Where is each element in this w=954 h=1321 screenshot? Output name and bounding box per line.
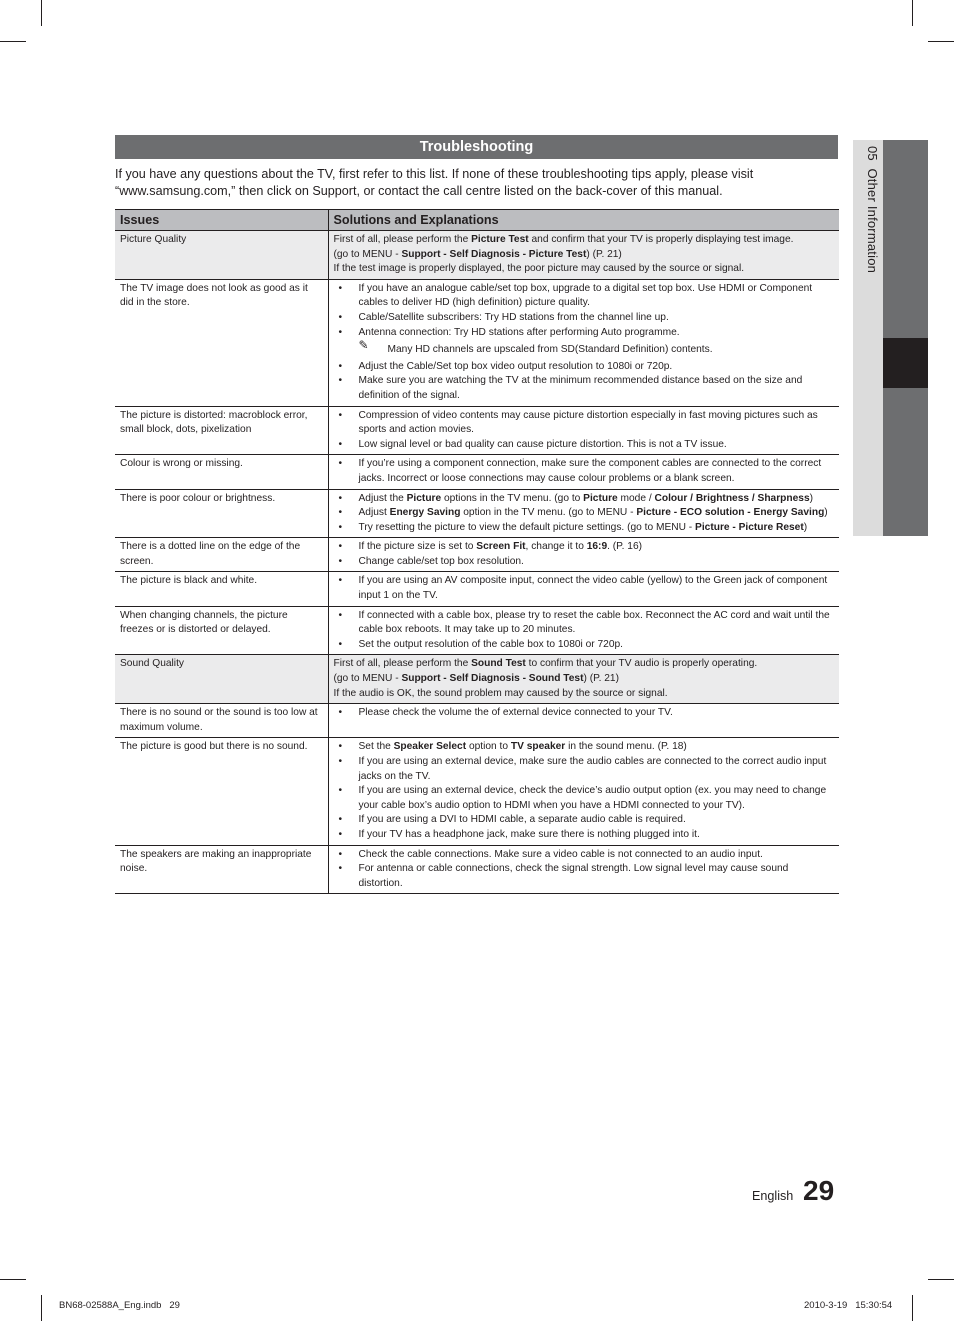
- list-item: • If connected with a cable box, please try to reset the cable box. Reconnect the AC cord and wait until the cable box reboots. It may take up to 20 minutes.: [334, 609, 836, 638]
- list-item: • If you are using a DVI to HDMI cable, a separate audio cable is required.: [334, 813, 836, 828]
- section-tab-marker: [883, 338, 928, 388]
- issue-cell: Sound Quality: [115, 655, 328, 704]
- table-row: [115, 845, 839, 894]
- table-row: [115, 572, 839, 606]
- list-item: • Adjust the Cable/Set top box video output resolution to 1080i or 720p.: [334, 360, 836, 375]
- solution-cell: [328, 538, 839, 572]
- solution-cell: [328, 455, 839, 489]
- solution-cell: First of all, please perform the Sound Test to confirm that your TV audio is properly operating. (go to MENU - Support - Self Diagnosis - Sound Test) (P. 21) If the audio is OK, the sound problem may caused by the source or signal.: [328, 655, 839, 704]
- issue-cell: There is a dotted line on the edge of the screen.: [115, 538, 328, 572]
- table-header-row: [115, 210, 839, 231]
- solution-cell: [328, 489, 839, 538]
- list-item: • Antenna connection: Try HD stations after performing Auto programme.: [334, 326, 836, 341]
- list-item: • Try resetting the picture to view the default picture settings. (go to MENU - Picture - Picture Reset): [334, 521, 836, 536]
- issue-cell: The picture is black and white.: [115, 572, 328, 606]
- list-item: • If you are using an external device, make sure the audio cables are connected to the correct audio input jacks on the TV.: [334, 755, 836, 784]
- issue-cell: Colour is wrong or missing.: [115, 455, 328, 489]
- table-row: [115, 538, 839, 572]
- crop-mark: [0, 1279, 26, 1280]
- crop-mark: [912, 1295, 913, 1321]
- list-item: • Cable/Satellite subscribers: Try HD stations from the channel line up.: [334, 311, 836, 326]
- list-item: • If the picture size is set to Screen Fit, change it to 16:9. (P. 16): [334, 540, 836, 555]
- issue-cell: There is no sound or the sound is too low at maximum volume.: [115, 704, 328, 738]
- crop-mark: [928, 41, 954, 42]
- solution-cell: [328, 606, 839, 655]
- list-item: • Please check the volume the of external device connected to your TV.: [334, 706, 836, 721]
- list-item: • Make sure you are watching the TV at the minimum recommended distance based on the size and definition of the signal.: [334, 374, 836, 403]
- page-number: 29: [803, 1175, 835, 1206]
- issue-cell: When changing channels, the picture freezes or is distorted or delayed.: [115, 606, 328, 655]
- solution-cell: [328, 738, 839, 845]
- crop-mark: [41, 1295, 42, 1321]
- solution-cell: [328, 845, 839, 894]
- print-file-info: BN68-02588A_Eng.indb 29: [59, 1300, 180, 1311]
- list-item: • Set the output resolution of the cable box to 1080i or 720p.: [334, 638, 836, 653]
- page-title: Troubleshooting: [115, 135, 838, 159]
- table-row: [115, 489, 839, 538]
- troubleshooting-table: [115, 209, 839, 894]
- issue-cell: The picture is distorted: macroblock error, small block, dots, pixelization: [115, 406, 328, 455]
- table-row: [115, 455, 839, 489]
- list-item: • If you are using an external device, check the device’s audio output option (ex. you may need to change your cable box’s audio option to HDMI when you have a HDMI connected to your TV).: [334, 784, 836, 813]
- table-row: [115, 606, 839, 655]
- issue-cell: Picture Quality: [115, 231, 328, 280]
- category-row-sound-quality: [115, 655, 839, 704]
- crop-mark: [912, 0, 913, 26]
- solution-cell: [328, 704, 839, 738]
- table-row: [115, 738, 839, 845]
- note-text: Many HD channels are upscaled from SD(Standard Definition) contents.: [387, 344, 713, 356]
- list-item: • For antenna or cable connections, check the signal strength. Low signal level may cause sound distortion.: [334, 862, 836, 891]
- column-header-solutions: Solutions and Explanations: [328, 210, 839, 231]
- crop-mark: [41, 0, 42, 26]
- table-row: [115, 704, 839, 738]
- issue-cell: The TV image does not look as good as it did in the store.: [115, 279, 328, 406]
- issue-cell: The picture is good but there is no sound.: [115, 738, 328, 845]
- print-timestamp: 2010-3-19 15:30:54: [804, 1300, 893, 1311]
- list-item: • Low signal level or bad quality can cause picture distortion. This is not a TV issue.: [334, 438, 836, 453]
- solution-cell: [328, 406, 839, 455]
- intro-paragraph: If you have any questions about the TV, first refer to this list. If none of these troubleshooting tips apply, please visit “www.samsung.com,” then click on Support, or contact the call centre listed on the back-cover of this manual.: [115, 167, 754, 198]
- table-row: [115, 279, 839, 406]
- list-item: • Set the Speaker Select option to TV speaker in the sound menu. (P. 18): [334, 740, 836, 755]
- list-item: • If you have an analogue cable/set top box, upgrade to a digital set top box. Use HDMI or Component cables to deliver HD (high definition) picture quality.: [334, 282, 836, 311]
- crop-mark: [928, 1279, 954, 1280]
- section-number: 05: [865, 146, 880, 161]
- list-item: • Adjust the Picture options in the TV menu. (go to Picture mode / Colour / Brightness / Sharpness): [334, 492, 836, 507]
- section-label: [858, 146, 880, 526]
- issue-cell: There is poor colour or brightness.: [115, 489, 328, 538]
- list-item: • Compression of video contents may cause picture distortion especially in fast moving pictures such as sports and action movies.: [334, 409, 836, 438]
- list-item: • Adjust Energy Saving option in the TV menu. (go to MENU - Picture - ECO solution - Energy Saving): [334, 506, 836, 521]
- list-item: • If you are using an AV composite input, connect the video cable (yellow) to the Green jack of component input 1 on the TV.: [334, 574, 836, 603]
- column-header-issues: Issues: [115, 210, 328, 231]
- issue-cell: The speakers are making an inappropriate noise.: [115, 845, 328, 894]
- section-title: Other Information: [865, 168, 880, 274]
- category-row-picture-quality: [115, 231, 839, 280]
- list-item: • Change cable/set top box resolution.: [334, 555, 836, 570]
- list-item: • If you’re using a component connection, make sure the component cables are connected to the correct jacks. Incorrect or loose connections may cause colour problems or a blank screen.: [334, 457, 836, 486]
- table-row: [115, 406, 839, 455]
- list-item: • If your TV has a headphone jack, make sure there is nothing plugged into it.: [334, 828, 836, 843]
- crop-mark: [0, 41, 26, 42]
- page-language: English: [752, 1189, 794, 1203]
- solution-cell: [328, 279, 839, 406]
- note-item: [334, 340, 836, 360]
- note-pencil-icon: ✎: [358, 338, 369, 353]
- list-item: • Check the cable connections. Make sure a video cable is not connected to an audio input.: [334, 848, 836, 863]
- solution-cell: First of all, please perform the Picture Test and confirm that your TV is properly displaying test image. (go to MENU - Support - Self Diagnosis - Picture Test) (P. 21) If the test image is properly displayed, the poor picture may caused by the source or signal.: [328, 231, 839, 280]
- solution-cell: [328, 572, 839, 606]
